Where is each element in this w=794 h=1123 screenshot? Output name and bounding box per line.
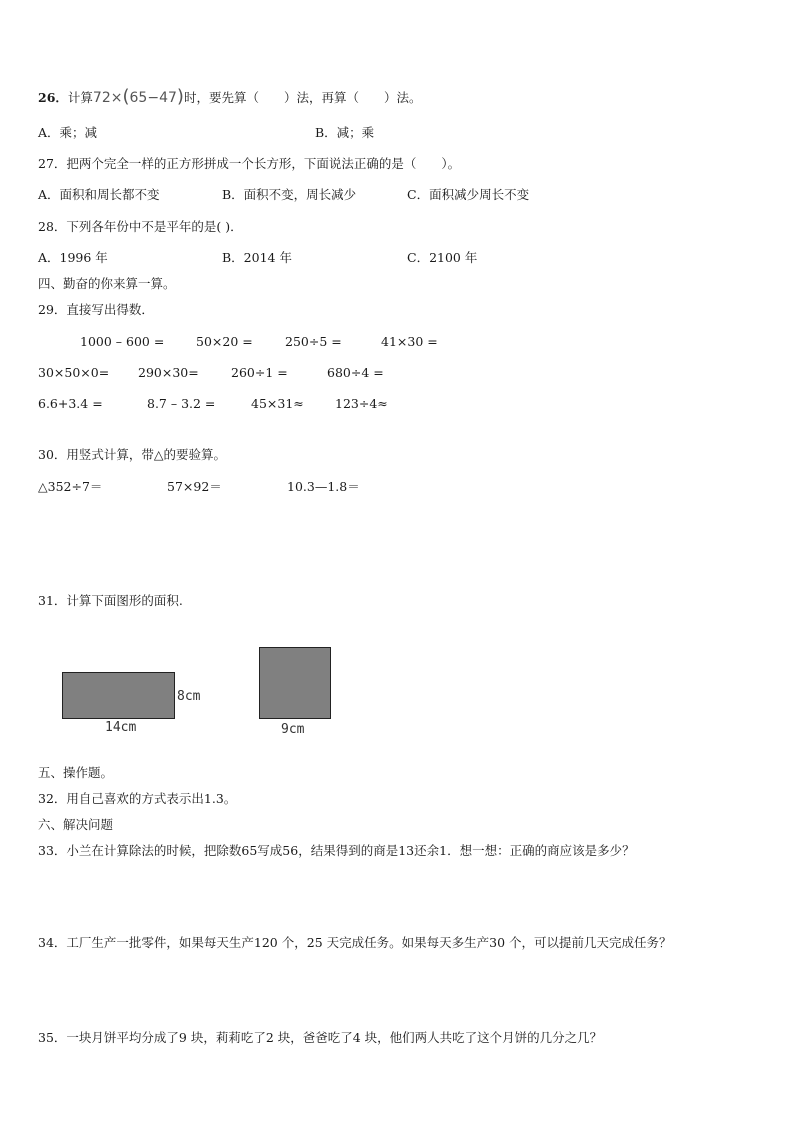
- question-31: 31．计算下面图形的面积.: [38, 593, 183, 608]
- q28-option-c: C．2100 年: [407, 250, 478, 265]
- q29-r1-c2: 50×20 =: [196, 334, 253, 349]
- square-figure: [259, 647, 331, 719]
- section-4-heading: 四、勤奋的你来算一算。: [38, 276, 176, 291]
- q26-option-b: B．减；乘: [315, 125, 375, 140]
- expr-left-paren: (: [122, 86, 130, 107]
- q30-item-1: △352÷7＝: [38, 479, 103, 494]
- q29-r2-c3: 260÷1 =: [231, 365, 288, 380]
- q27-option-a: A．面积和周长都不变: [38, 187, 160, 202]
- q29-r2-c2: 290×30=: [138, 365, 199, 380]
- section-5-heading: 五、操作题。: [38, 765, 114, 780]
- expr-65: 65: [129, 90, 148, 106]
- q29-r1-c1: 1000 – 600 =: [80, 334, 165, 349]
- question-26: [38, 88, 421, 107]
- q30-item-2: 57×92＝: [167, 479, 222, 494]
- q29-r3-c1: 6.6+3.4 =: [38, 396, 103, 411]
- q27-option-b: B．面积不变，周长减少: [222, 187, 357, 202]
- q29-r1-c3: 250÷5 =: [285, 334, 342, 349]
- question-27: 27．把两个完全一样的正方形拼成一个长方形，下面说法正确的是（ ）。: [38, 156, 461, 171]
- section-6-heading: 六、解决问题: [38, 817, 114, 832]
- expr-times: ×: [110, 90, 123, 106]
- q27-option-c: C．面积减少周长不变: [407, 187, 530, 202]
- q29-r3-c2: 8.7 – 3.2 =: [147, 396, 216, 411]
- question-29: 29．直接写出得数．: [38, 302, 154, 317]
- question-34: 34．工厂生产一批零件，如果每天生产120 个，25 天完成任务。如果每天多生产30 个，可以提前几天完成任务？: [38, 935, 672, 950]
- q26-option-a: A．乘；减: [38, 125, 98, 140]
- rectangle-width-label: 14cm: [105, 720, 137, 735]
- q29-r2-c4: 680÷4 =: [327, 365, 384, 380]
- question-33: 33．小兰在计算除法的时候，把除数65写成56，结果得到的商是13还余1．想一想：正确的商应该是多少？: [38, 843, 635, 858]
- q28-option-a: A．1996 年: [38, 250, 108, 265]
- q29-r2-c1: 30×50×0=: [38, 365, 110, 380]
- expr-minus: −: [147, 90, 160, 106]
- q30-item-3: 10.3—1.8＝: [287, 479, 360, 494]
- question-26-prefix: 计算: [67, 90, 93, 105]
- question-30: 30．用竖式计算，带△的要验算。: [38, 447, 227, 462]
- expr-right-paren: ): [176, 86, 184, 107]
- q28-option-b: B．2014 年: [222, 250, 292, 265]
- question-26-number: 26．: [38, 90, 68, 105]
- rectangle-height-label: 8cm: [177, 689, 201, 704]
- question-28: 28．下列各年份中不是平年的是( )．: [38, 219, 243, 234]
- q29-r3-c3: 45×31≈: [251, 396, 304, 411]
- q29-r1-c4: 41×30 =: [381, 334, 438, 349]
- question-26-suffix: 时，要先算（ ）法，再算（ ）法。: [183, 90, 422, 105]
- q29-r3-c4: 123÷4≈: [335, 396, 388, 411]
- question-32: 32．用自己喜欢的方式表示出1.3。: [38, 791, 237, 806]
- square-side-label: 9cm: [281, 722, 305, 737]
- question-26-expression: [92, 86, 184, 107]
- question-35: 35．一块月饼平均分成了9 块，莉莉吃了2 块，爸爸吃了4 块，他们两人共吃了这个月饼的几分之几？: [38, 1030, 603, 1045]
- expr-72: 72: [92, 90, 111, 106]
- expr-47: 47: [159, 90, 177, 106]
- rectangle-figure: [62, 672, 175, 719]
